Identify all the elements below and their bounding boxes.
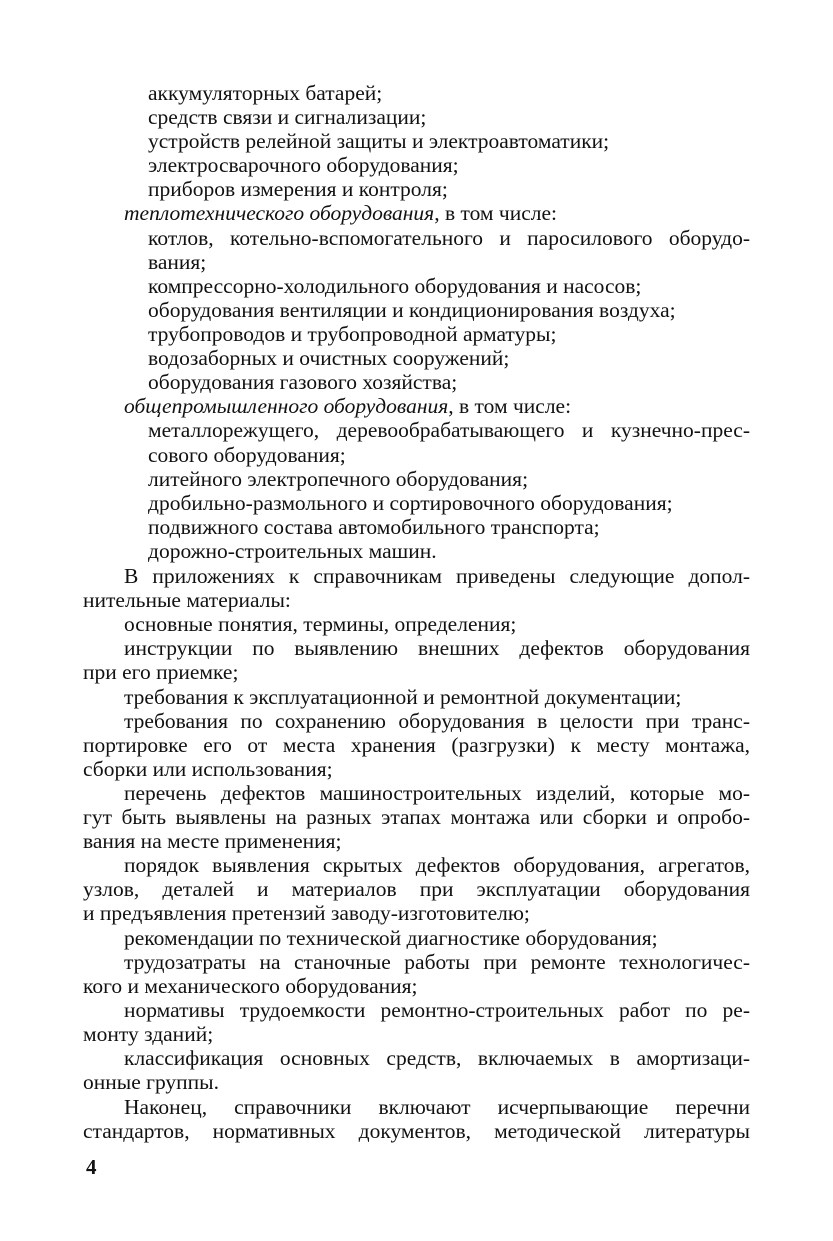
text-line: портировке его от места хранения (разгрузки) к месту монтажа,: [83, 733, 750, 757]
text-line: порядок выявления скрытых дефектов оборудования, агрегатов,: [124, 853, 750, 877]
text-line: трудозатраты на станочные работы при ремонте технологичес-: [124, 950, 750, 974]
text-line: дробильно-размольного и сортировочного оборудования;: [148, 491, 673, 515]
text-line: рекомендации по технической диагностике оборудования;: [124, 926, 658, 950]
text-line: узлов, деталей и материалов при эксплуатации оборудования: [83, 877, 750, 901]
text-line: при его приемке;: [83, 660, 239, 684]
text-line: оборудования вентиляции и кондиционирования воздуха;: [148, 298, 676, 322]
text-line: классификация основных средств, включаемых в амортизаци-: [124, 1046, 750, 1070]
italic-heading: общепромышленного оборудования: [124, 394, 449, 418]
text-line: онные группы.: [83, 1070, 219, 1094]
text-line: приборов измерения и контроля;: [148, 177, 448, 201]
text-line: нительные материалы:: [83, 588, 291, 612]
text-line: сборки или использования;: [83, 757, 333, 781]
text-line: перечень дефектов машиностроительных изделий, которые мо-: [124, 781, 750, 805]
text-fragment: , в том числе:: [448, 394, 572, 418]
text-line: водозаборных и очистных сооружений;: [148, 346, 510, 370]
text-line: трубопроводов и трубопроводной арматуры;: [148, 322, 557, 346]
text-line: [124, 394, 571, 418]
text-line: котлов, котельно-вспомогательного и паросилового оборудо-: [148, 226, 750, 250]
text-line: вания на месте применения;: [83, 829, 342, 853]
text-line: [124, 201, 557, 225]
text-line: подвижного состава автомобильного транспорта;: [148, 515, 600, 539]
text-fragment: , в том числе:: [434, 201, 558, 225]
text-line: дорожно-строительных машин.: [148, 539, 437, 563]
text-line: и предъявления претензий заводу-изготовителю;: [83, 901, 530, 925]
text-line: электросварочного оборудования;: [148, 153, 459, 177]
text-line: аккумуляторных батарей;: [148, 81, 383, 105]
text-line: стандартов, нормативных документов, методической литературы: [83, 1119, 750, 1143]
text-line: требования по сохранению оборудования в целости при транс-: [124, 709, 750, 733]
italic-heading: теплотехнического оборудования: [124, 201, 435, 225]
text-line: сового оборудования;: [148, 443, 346, 467]
text-line: В приложениях к справочникам приведены следующие допол-: [124, 564, 750, 588]
text-line: устройств релейной защиты и электроавтоматики;: [148, 129, 610, 153]
text-line: средств связи и сигнализации;: [148, 105, 427, 129]
text-line: вания;: [148, 250, 207, 274]
text-line: литейного электропечного оборудования;: [148, 467, 529, 491]
text-line: гут быть выявлены на разных этапах монтажа или сборки и опробо-: [83, 805, 750, 829]
text-line: основные понятия, термины, определения;: [124, 612, 517, 636]
text-line: кого и механического оборудования;: [83, 974, 418, 998]
text-line: оборудования газового хозяйства;: [148, 370, 458, 394]
text-line: нормативы трудоемкости ремонтно-строительных работ по ре-: [124, 998, 750, 1022]
text-line: инструкции по выявлению внешних дефектов оборудования: [124, 636, 750, 660]
page-number: 4: [86, 1155, 97, 1179]
text-line: требования к эксплуатационной и ремонтной документации;: [124, 685, 682, 709]
text-line: Наконец, справочники включают исчерпывающие перечни: [124, 1095, 750, 1119]
text-line: монту зданий;: [83, 1022, 214, 1046]
text-line: металлорежущего, деревообрабатывающего и кузнечно-прес-: [148, 418, 750, 442]
text-line: компрессорно-холодильного оборудования и насосов;: [148, 274, 642, 298]
